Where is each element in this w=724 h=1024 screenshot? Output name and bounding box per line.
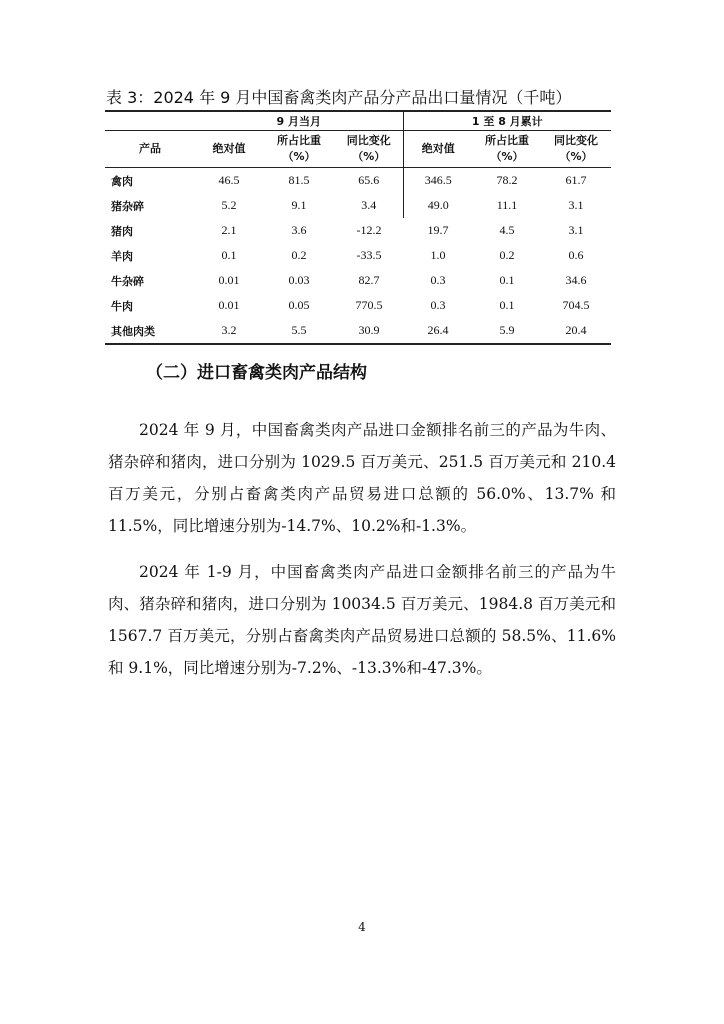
table-cell: 346.5 bbox=[403, 168, 473, 194]
column-header-absolute bbox=[195, 131, 263, 168]
product-name: 牛杂碎 bbox=[111, 274, 144, 288]
table-column-header-row bbox=[105, 131, 611, 168]
header-unit: （%） bbox=[352, 150, 386, 163]
header-unit: （%） bbox=[490, 150, 524, 163]
header-line: 所占比重 bbox=[485, 134, 530, 147]
table-cell: 9.1 bbox=[291, 198, 307, 212]
table-cell: 3.1 bbox=[568, 223, 584, 237]
table-cell: 0.3 bbox=[430, 273, 446, 287]
table-cell: 0.1 bbox=[499, 273, 515, 287]
table-row bbox=[105, 243, 611, 268]
table-cell: 0.1 bbox=[221, 248, 237, 262]
table-cell: 0.01 bbox=[218, 298, 240, 312]
table-cell: -12.2 bbox=[356, 223, 382, 237]
column-header-absolute bbox=[403, 131, 473, 168]
group-header-cumulative: 1 至 8 月累计 bbox=[403, 111, 611, 131]
table-row bbox=[105, 168, 611, 194]
header-line: 绝对值 bbox=[212, 142, 246, 155]
table-cell: 5.2 bbox=[221, 198, 237, 212]
table-row bbox=[105, 193, 611, 218]
column-header-product: 产品 bbox=[105, 131, 195, 168]
table-cell: 3.4 bbox=[361, 198, 377, 212]
table-cell: 3.1 bbox=[568, 198, 584, 212]
column-header-yoy bbox=[541, 131, 611, 168]
export-volume-table bbox=[105, 110, 611, 345]
group-header-blank bbox=[105, 111, 195, 131]
table-cell: 5.5 bbox=[263, 318, 335, 344]
header-unit: （%） bbox=[559, 150, 593, 163]
column-header-yoy bbox=[335, 131, 403, 168]
table-cell: 20.4 bbox=[541, 318, 611, 344]
product-name: 羊肉 bbox=[111, 249, 133, 263]
header-unit: （%） bbox=[282, 150, 316, 163]
table-cell: 78.2 bbox=[496, 173, 518, 187]
table-cell: 0.01 bbox=[218, 273, 240, 287]
table-cell: 0.03 bbox=[288, 273, 310, 287]
body-paragraph: 2024 年 9 月，中国畜禽类肉产品进口金额排名前三的产品为牛肉、猪杂碎和猪肉，进口分别为 1029.5 百万美元、251.5 百万美元和 210.4 百万美元，分别占畜禽类肉产品贸易进口总额的 56.0%、13.7% 和 11.5%，同比增速分别为-14.7%、10.2%和-1.3%。 bbox=[108, 420, 616, 535]
table-cell: 0.05 bbox=[288, 298, 310, 312]
table-cell: 1.0 bbox=[430, 248, 446, 262]
table-cell: 0.1 bbox=[499, 298, 515, 312]
header-line: 同比变化 bbox=[346, 134, 391, 147]
table-cell: 82.7 bbox=[358, 273, 380, 287]
header-line: 同比变化 bbox=[554, 134, 599, 147]
table-cell: 0.2 bbox=[499, 248, 515, 262]
table-cell: 0.2 bbox=[291, 248, 307, 262]
table-row bbox=[105, 268, 611, 293]
table-caption: 表 3：2024 年 9 月中国畜禽类肉产品分产品出口量情况（千吨） bbox=[106, 88, 572, 107]
table-cell: 0.3 bbox=[430, 298, 446, 312]
table-cell: 11.1 bbox=[496, 198, 518, 212]
table-cell: 65.6 bbox=[358, 173, 380, 187]
header-line: 绝对值 bbox=[421, 142, 455, 155]
table-cell: 0.6 bbox=[568, 248, 584, 262]
table-cell: 4.5 bbox=[499, 223, 515, 237]
table-group-header-row bbox=[105, 111, 611, 131]
body-paragraph: 2024 年 1-9 月，中国畜禽类肉产品进口金额排名前三的产品为牛肉、猪杂碎和猪肉，进口分别为 10034.5 百万美元、1984.8 百万美元和 1567.7 百万美元，分别占畜禽类肉产品贸易进口总额的 58.5%、11.6%和 9.1%，同比增速分别为-7.2%、-13.3%和-47.3%。 bbox=[108, 562, 616, 677]
product-name: 猪肉 bbox=[111, 224, 133, 238]
table-cell: 2.1 bbox=[221, 223, 237, 237]
product-name: 牛肉 bbox=[111, 299, 133, 313]
table-cell: 81.5 bbox=[288, 173, 310, 187]
page-number: 4 bbox=[358, 920, 366, 934]
column-header-share bbox=[473, 131, 541, 168]
product-name: 其他肉类 bbox=[105, 318, 195, 344]
section-heading: （二）进口畜禽类肉产品结构 bbox=[146, 363, 367, 383]
product-name: 猪杂碎 bbox=[111, 199, 144, 213]
table-cell: 61.7 bbox=[565, 173, 587, 187]
group-header-month: 9 月当月 bbox=[195, 111, 403, 131]
table-cell: 3.6 bbox=[291, 223, 307, 237]
header-line: 所占比重 bbox=[277, 134, 321, 147]
table-cell: 46.5 bbox=[218, 173, 240, 187]
table-cell: 704.5 bbox=[562, 298, 590, 312]
table-cell: 49.0 bbox=[403, 193, 473, 218]
table-row bbox=[105, 318, 611, 344]
table-cell: 19.7 bbox=[427, 223, 449, 237]
column-header-share bbox=[263, 131, 335, 168]
table-cell: 770.5 bbox=[355, 298, 383, 312]
table-row bbox=[105, 293, 611, 318]
table-cell: 34.6 bbox=[565, 273, 587, 287]
table-cell: 30.9 bbox=[335, 318, 403, 344]
product-name: 禽肉 bbox=[111, 174, 133, 188]
table-cell: -33.5 bbox=[356, 248, 382, 262]
table-cell: 5.9 bbox=[473, 318, 541, 344]
table-cell: 26.4 bbox=[403, 318, 473, 344]
table-row bbox=[105, 218, 611, 243]
table-cell: 3.2 bbox=[195, 318, 263, 344]
